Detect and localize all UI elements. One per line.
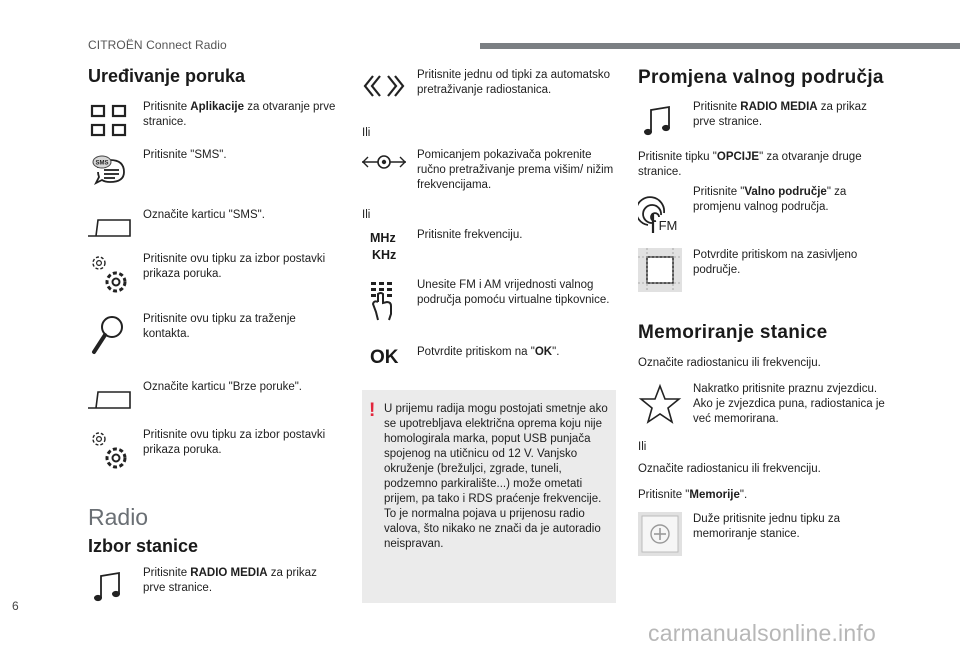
section-heading-editing-messages: Uređivanje poruka <box>88 66 246 86</box>
section-heading-memorize-station: Memoriranje stanice <box>638 322 828 343</box>
sms-badge-label: SMS <box>95 160 109 167</box>
warning-text: U prijemu radija mogu postojati smetnje ako se upotrebljava električna oprema koju nije homologirala marka, poput USB punjača spojenog na utičnicu od 12 V. Vanjsko okruženje (brežuljci, zgrade, tuneli, podzemno parkiralište...) može ometati prijem, pa tako i RDS praćenje frekvencije. To je normalna pojava u prijenosu radio valova, što nikako ne znači da je autoradio neispravan. <box>384 403 608 550</box>
step-mem-long-press-text: Duže pritisnite jednu tipku za memoriranje stanice. <box>693 513 841 540</box>
or-label-1: Ili <box>362 127 371 139</box>
step-keypad-text: Unesite FM i AM vrijednosti valnog područja pomoću virtualne tipkovnice. <box>417 279 610 306</box>
step-band-confirm-text: Potvrdite pritiskom na zasivljeno područje. <box>693 249 858 276</box>
mhz-label: MHz <box>370 231 396 245</box>
tab-icon <box>88 380 132 424</box>
mem-step-select-2-text: Označite radiostanicu ili frekvenciju. <box>638 463 821 475</box>
mem-step-select-text: Označite radiostanicu ili frekvenciju. <box>638 357 821 369</box>
section-heading-station-selection: Izbor stanice <box>88 536 199 556</box>
music-note-icon <box>638 100 682 144</box>
step-mem-star-text: Nakratko pritisnite praznu zvjezdicu. Ako je zvjezdica puna, radiostanica je već memorirana. <box>693 383 885 425</box>
step-band-select-text: Pritisnite "Valno područje" za promjenu valnog područja. <box>693 186 847 213</box>
tab-icon <box>88 208 132 252</box>
step-band-radio-media-text: Pritisnite RADIO MEDIA za prikaz prve stranice. <box>693 101 867 128</box>
khz-label: KHz <box>372 248 397 262</box>
chapter-title-radio: Radio <box>88 504 149 530</box>
add-preset-icon <box>638 512 682 556</box>
page-number: 6 <box>12 599 19 613</box>
mem-step-memories-text: Pritisnite "Memorije". <box>638 489 748 501</box>
step-settings-1-text: Pritisnite ovu tipku za izbor postavki prikaza poruka. <box>143 253 326 280</box>
step-settings-2-text: Pritisnite ovu tipku za izbor postavki prikaza poruka. <box>143 429 326 456</box>
step-sms-tab-text: Označite karticu "SMS". <box>143 209 265 221</box>
music-note-icon <box>88 566 132 610</box>
header-title: CITROËN Connect Radio <box>88 38 227 52</box>
warning-box <box>362 390 616 603</box>
star-icon <box>638 382 682 426</box>
header-bar <box>480 43 960 49</box>
fm-antenna-icon <box>638 193 682 237</box>
greyed-area-icon <box>638 248 682 292</box>
step-radio-media-text: Pritisnite RADIO MEDIA za prikaz prve stranice. <box>143 567 317 594</box>
mem-or-label: Ili <box>638 441 647 453</box>
watermark: carmanualsonline.info <box>648 620 876 646</box>
warning-icon: ! <box>369 400 376 421</box>
step-applications-text: Pritisnite Aplikacije za otvaranje prve stranice. <box>143 101 336 128</box>
step-band-options-text: Pritisnite tipku "OPCIJE" za otvaranje druge stranice. <box>638 151 862 178</box>
step-sms-text: Pritisnite "SMS". <box>143 149 227 161</box>
step-manual-search-text: Pomicanjem pokazivača pokrenite ručno pretraživanje prema višim/ nižim frekvencijama. <box>417 149 614 191</box>
gears-icon <box>88 428 132 472</box>
applications-grid-icon <box>88 100 132 144</box>
mhz-khz-icon <box>362 224 406 268</box>
magnifier-icon <box>88 312 132 356</box>
step-auto-search-text: Pritisnite jednu od tipki za automatsko pretraživanje radiostanica. <box>417 69 611 96</box>
keypad-touch-icon <box>362 278 406 322</box>
step-search-contact-text: Pritisnite ovu tipku za traženje kontakta. <box>143 313 296 340</box>
gears-icon <box>88 252 132 296</box>
fm-label: FM <box>658 218 678 233</box>
ok-icon: OK <box>370 347 399 368</box>
step-frequency-text: Pritisnite frekvenciju. <box>417 229 523 241</box>
step-quick-messages-text: Označite karticu "Brze poruke". <box>143 381 303 393</box>
seek-arrows-icon <box>362 68 406 112</box>
slider-cursor-icon <box>362 148 406 192</box>
section-heading-waveband: Promjena valnog područja <box>638 67 884 88</box>
sms-bubble-icon <box>88 148 132 192</box>
or-label-2: Ili <box>362 209 371 221</box>
step-confirm-ok-text: Potvrdite pritiskom na "OK". <box>417 346 560 358</box>
